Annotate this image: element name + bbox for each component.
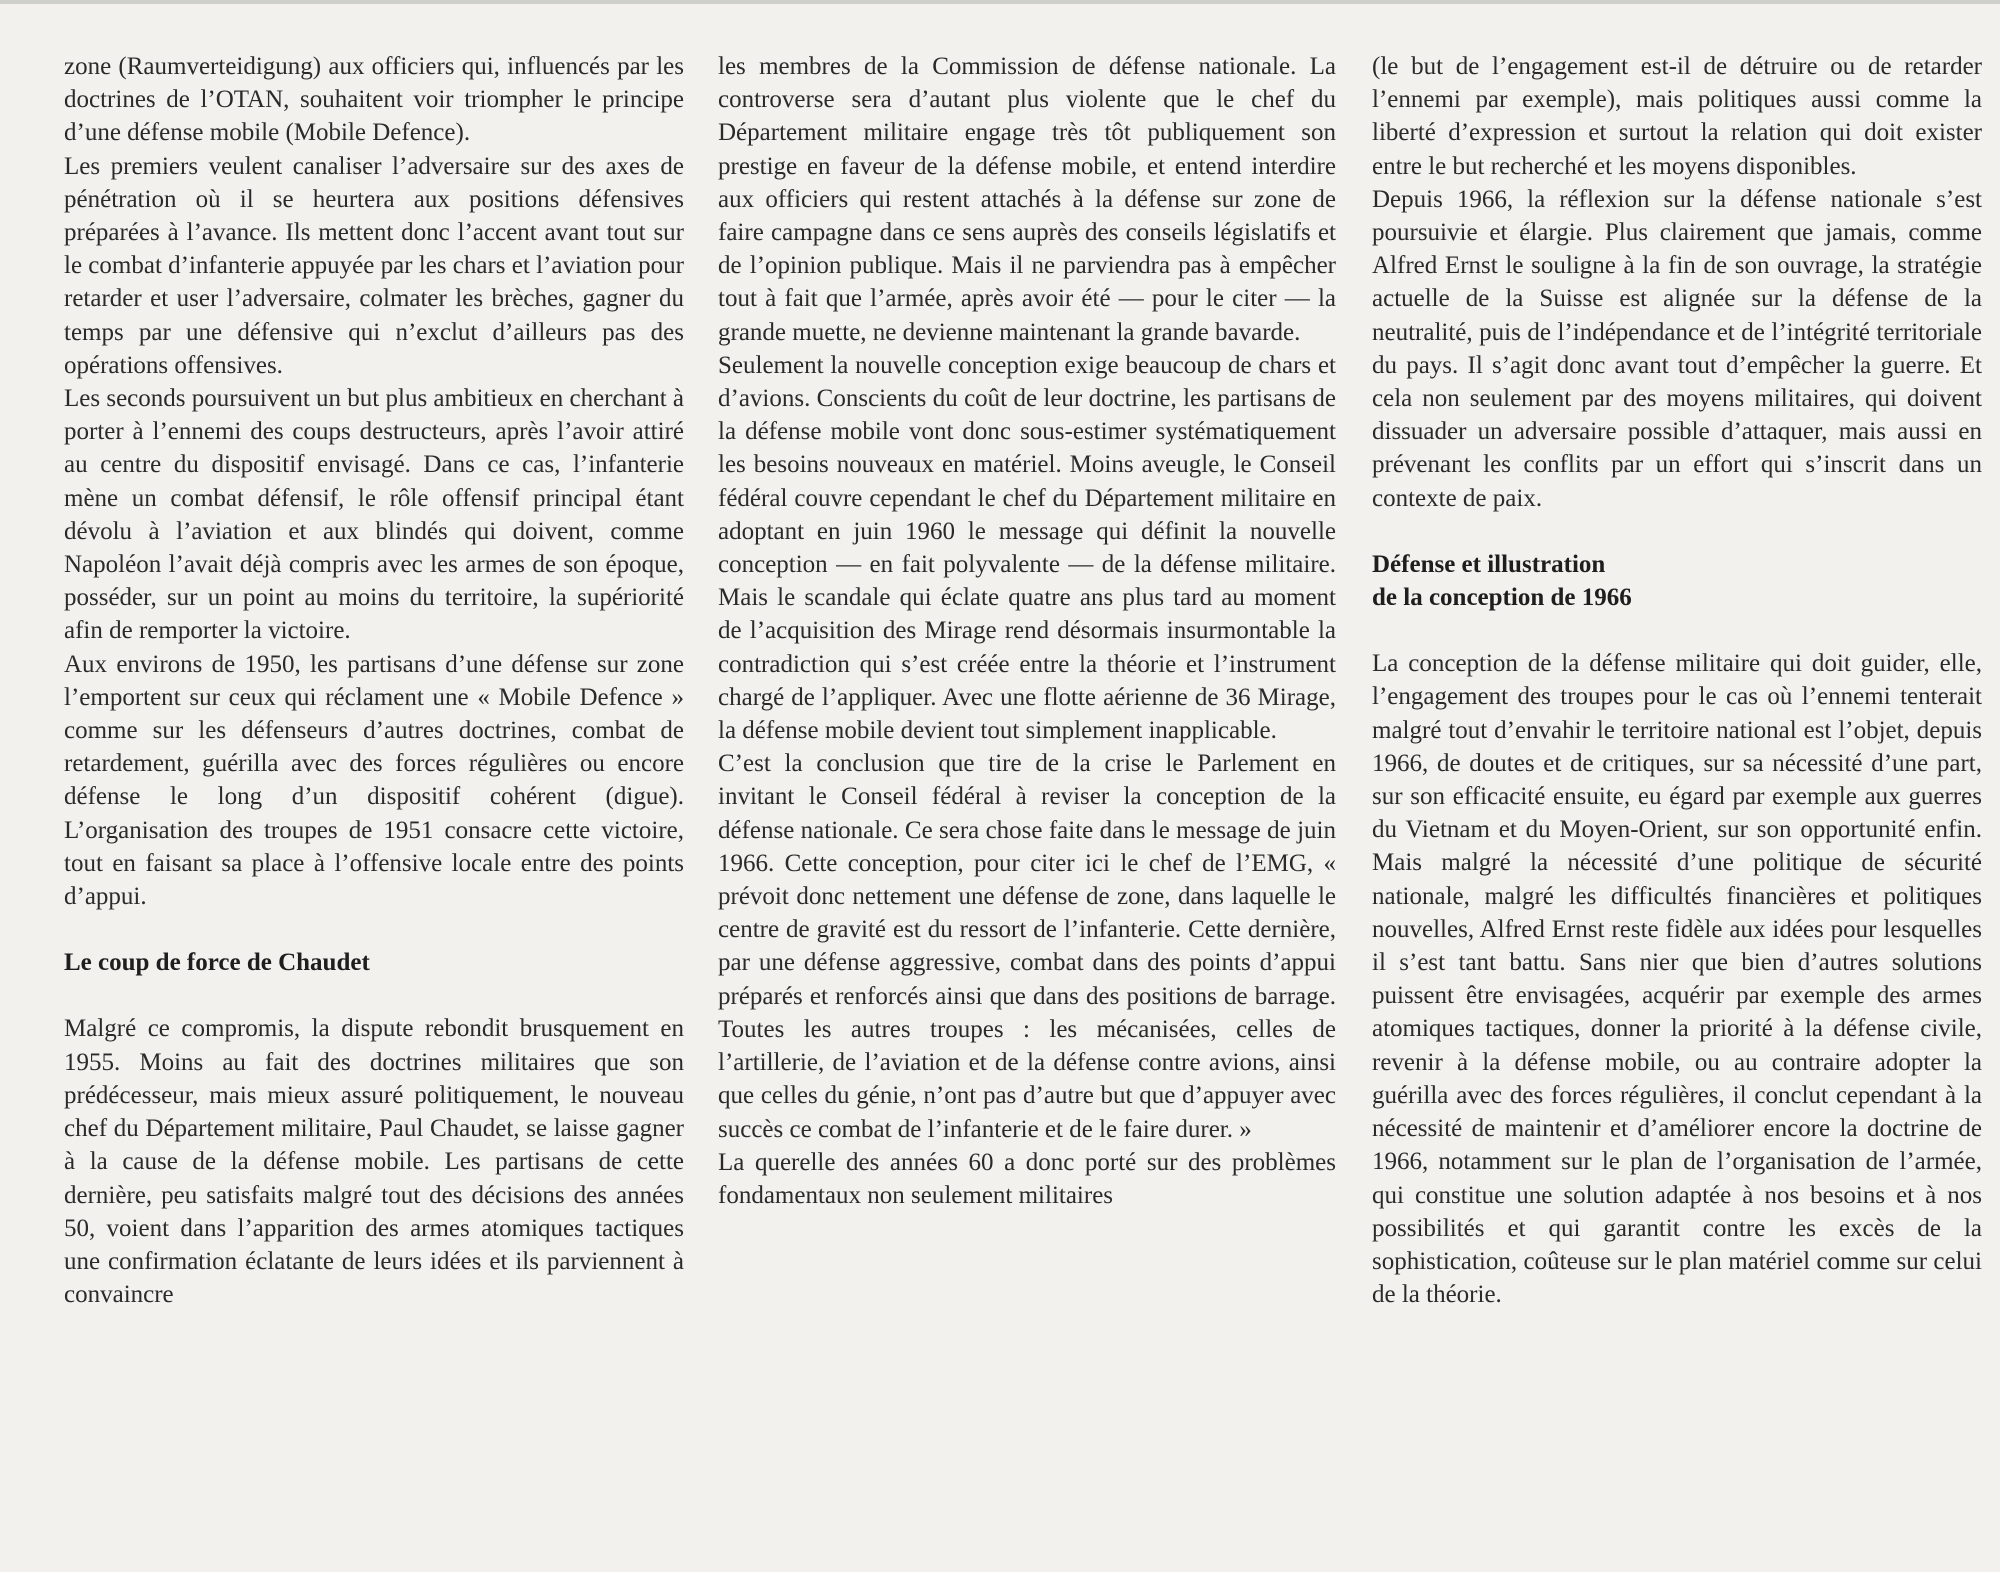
paragraph: Malgré ce compromis, la dispute rebondit brusquement en 1955. Moins au fait des doctrines militaires que son prédécesseur, mais mieux assuré politiquement, le nouveau chef du Département militaire, Paul Chaudet, se laisse gagner à la cause de la défense mobile. Les partisans de cette dernière, peu satisfaits malgré tout des décisions des années 50, voient dans l’apparition des armes atomiques tactiques une confirmation éclatante de leurs idées et ils parviennent à convaincre	[64, 1015, 684, 1309]
section-heading-line: Le coup de force de Chaudet	[64, 949, 370, 977]
paragraph: Les premiers veulent canaliser l’adversaire sur des axes de pénétration où il se heurtera aux positions défensives préparées à l’avance. Ils mettent donc l’accent avant tout sur le combat d’infanterie appuyée par les chars et l’aviation pour retarder et user l’adversaire, colmater les brèches, gagner du temps par une défensive qui n’exclut d’ailleurs pas des opérations offensives.	[64, 152, 684, 379]
paragraph: Depuis 1966, la réflexion sur la défense nationale s’est poursuivie et élargie. Plus clairement que jamais, comme Alfred Ernst le souligne à la fin de son ouvrage, la stratégie actuelle de la Suisse est alignée sur la défense de la neutralité, puis de l’indépendance et de l’intégrité territoriale du pays. Il s’agit donc avant tout d’empêcher la guerre. Et cela non seulement par des moyens militaires, qui doivent dissuader un adversaire possible d’attaquer, mais aussi en prévenant les conflits par un effort qui s’inscrit dans un contexte de paix.	[1372, 185, 1982, 512]
paragraph: C’est la conclusion que tire de la crise le Parlement en invitant le Conseil fédéral à reviser la conception de la défense nationale. Ce sera chose faite dans le message de juin 1966. Cette conception, pour citer ici le chef de l’EMG, « prévoit donc nettement une défense de zone, dans laquelle le centre de gravité est du ressort de l’infanterie. Cette dernière, par une défense aggressive, combat dans des points d’appui préparés et renforcés ainsi que dans des positions de barrage. Toutes les autres troupes : les mécanisées, celles de l’artillerie, de l’aviation et de la défense contre avions, ainsi que celles du génie, n’ont pas d’autre but que d’appuyer avec succès ce combat de l’infanterie et de le faire durer. »	[718, 750, 1336, 1143]
paragraph: Aux environs de 1950, les partisans d’une défense sur zone l’emportent sur ceux qui réclament une « Mobile Defence » comme sur les défenseurs d’autres doctrines, combat de retardement, guérilla avec des forces régulières ou encore défense le long d’un dispositif cohérent (digue). L’organisation des troupes de 1951 consacre cette victoire, tout en faisant sa place à l’offensive locale entre des points d’appui.	[64, 650, 684, 911]
paragraph: les membres de la Commission de défense nationale. La controverse sera d’autant plus violente que le chef du Département militaire engage très tôt publiquement son prestige en faveur de la défense mobile, et entend interdire aux officiers qui restent attachés à la défense sur zone de faire campagne dans ce sens auprès des conseils législatifs et de l’opinion publique. Mais il ne parviendra pas à empêcher tout à fait que l’armée, après avoir été — pour le citer — la grande muette, ne devienne maintenant la grande bavarde.	[718, 53, 1336, 346]
paragraph: La querelle des années 60 a donc porté sur des problèmes fondamentaux non seulement militaires	[718, 1148, 1336, 1209]
section-heading	[64, 946, 684, 979]
paragraph: La conception de la défense militaire qui doit guider, elle, l’engagement des troupes pour le cas où l’ennemi tenterait malgré tout d’envahir le territoire national est l’objet, depuis 1966, de doutes et de critiques, sur sa nécessité d’une part, sur son efficacité ensuite, eu égard par exemple aux guerres du Vietnam et du Moyen-Orient, sur son opportunité enfin. Mais malgré la nécessité d’une politique de sécurité nationale, malgré les difficultés financières et politiques nouvelles, Alfred Ernst reste fidèle aux idées pour lesquelles il s’est tant battu. Sans nier que bien d’autres solutions puissent être envisagées, acquérir par exemple des armes atomiques tactiques, donner la priorité à la défense civile, revenir à la défense mobile, ou au contraire adopter la guérilla avec des forces régulières, il conclut cependant à la nécessité de maintenir et d’améliorer encore la doctrine de 1966, notamment sur le plan de l’organisation de l’armée, qui constitue une solution adaptée à nos besoins et à nos possibilités et qui garantit contre les excès de la sophistication, coûteuse sur le plan matériel comme sur celui de la théorie.	[1372, 650, 1982, 1309]
paragraph: (le but de l’engagement est-il de détruire ou de retarder l’ennemi par exemple), mais politiques aussi comme la liberté d’expression et surtout la relation qui doit exister entre le but recherché et les moyens disponibles.	[1372, 53, 1982, 180]
paragraph: Seulement la nouvelle conception exige beaucoup de chars et d’avions. Conscients du coût de leur doctrine, les partisans de la défense mobile vont donc sous-estimer systématiquement les besoins nouveaux en matériel. Moins aveugle, le Conseil fédéral couvre cependant le chef du Département militaire en adoptant en juin 1960 le message qui définit la nouvelle conception — en fait polyvalente — de la défense militaire. Mais le scandale qui éclate quatre ans plus tard au moment de l’acquisition des Mirage rend désormais insurmontable la contradiction qui s’est créée entre la théorie et l’instrument chargé de l’appliquer. Avec une flotte aérienne de 36 Mirage, la défense mobile devient tout simplement inapplicable.	[718, 351, 1336, 745]
section-heading-line: Défense et illustration	[1372, 550, 1606, 578]
scan-top-edge	[0, 0, 2000, 4]
text-column-right	[1372, 50, 1982, 1311]
section-heading	[1372, 548, 1982, 614]
paragraph: Les seconds poursuivent un but plus ambitieux en cherchant à porter à l’ennemi des coups destructeurs, après l’avoir attiré au centre du dispositif envisagé. Dans ce cas, l’infanterie mène un combat défensif, le rôle offensif principal étant dévolu à l’aviation et aux blindés qui doivent, comme Napoléon l’avait déjà compris avec les armes de son époque, posséder, sur un point au moins du territoire, la supériorité afin de remporter la victoire.	[64, 385, 684, 645]
paragraph: zone (Raumverteidigung) aux officiers qui, influencés par les doctrines de l’OTAN, souhaitent voir triompher le principe d’une défense mobile (Mobile Defence).	[64, 53, 684, 147]
section-heading-line: de la conception de 1966	[1372, 584, 1632, 612]
text-column-middle	[718, 50, 1336, 1212]
text-column-left	[64, 50, 684, 1311]
